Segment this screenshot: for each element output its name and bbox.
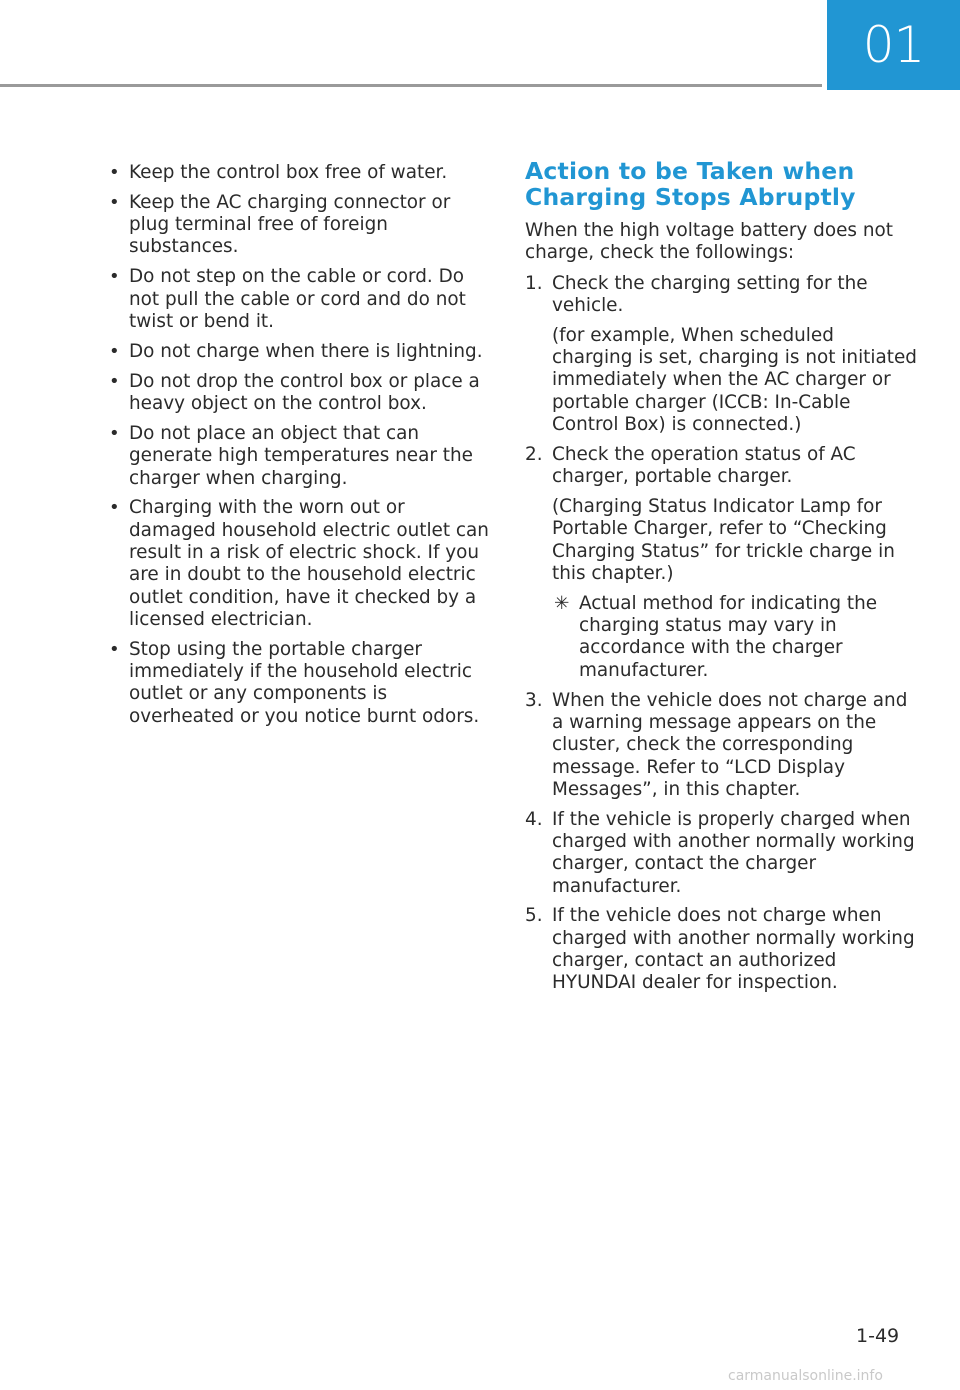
left-column: [103, 162, 493, 736]
header-rule: [0, 84, 822, 87]
step-item: [525, 809, 920, 898]
list-item: • Keep the AC charging connector or plug terminal free of foreign substances.: [109, 191, 451, 258]
list-item: • Do not place an object that can generate high temperatures near the charger when charging.: [109, 422, 473, 489]
step-number: 5.: [525, 905, 543, 927]
watermark: carmanualsonline.info: [728, 1368, 883, 1384]
step-text: Check the charging setting for the vehicle.: [552, 272, 868, 316]
step-text: If the vehicle is properly charged when charged with another normally working charger, contact the charger manufacturer.: [552, 808, 915, 897]
step-detail: (Charging Status Indicator Lamp for Portable Charger, refer to “Checking Charging Status” for trickle charge in this chapter.): [552, 496, 895, 584]
bullet-icon: •: [109, 340, 120, 362]
step-number: 4.: [525, 808, 543, 830]
step-item: [525, 273, 920, 437]
bullet-icon: •: [109, 266, 120, 288]
step-text: If the vehicle does not charge when charged with another normally working charger, contact an authorized HYUNDAI dealer for inspection.: [552, 905, 915, 994]
step-item: [525, 690, 920, 801]
step-item: [525, 905, 920, 994]
section-intro: When the high voltage battery does not charge, check the followings:: [525, 220, 893, 264]
list-item: • Stop using the portable charger immediately if the household electric outlet or any components is overheated or you notice burnt odors.: [109, 638, 480, 727]
list-item: • Keep the control box free of water.: [109, 162, 448, 183]
right-column: [525, 157, 920, 1002]
step-number: 2.: [525, 443, 543, 465]
steps-list: [525, 273, 920, 995]
page-number: 1-49: [856, 1325, 900, 1347]
bullet-icon: •: [109, 370, 120, 392]
step-item: [525, 444, 920, 682]
bullet-icon: •: [109, 162, 120, 183]
list-item: • Do not drop the control box or place a heavy object on the control box.: [109, 370, 480, 415]
chapter-number: 01: [862, 16, 925, 74]
bullet-icon: •: [109, 422, 120, 444]
bullet-icon: •: [109, 497, 120, 519]
section-heading: Action to be Taken when Charging Stops Abruptly: [525, 157, 856, 211]
note-text: Actual method for indicating the charging status may vary in accordance with the charger manufacturer.: [579, 592, 878, 681]
precautions-list: [103, 162, 493, 728]
step-number: 3.: [525, 689, 543, 711]
step-note: [552, 593, 920, 682]
list-item: • Do not charge when there is lightning.: [109, 340, 483, 362]
step-detail: (for example, When scheduled charging is set, charging is not initiated immediately when the AC charger or portable charger (ICCB: In-Cable Control Box) is connected.): [552, 324, 917, 435]
bullet-icon: •: [109, 638, 120, 660]
asterisk-icon: ✳: [554, 592, 570, 614]
step-text: When the vehicle does not charge and a warning message appears on the cluster, check the corresponding message. Refer to “LCD Display Messages”, in this chapter.: [552, 689, 908, 800]
list-item: • Do not step on the cable or cord. Do not pull the cable or cord and do not twist or bend it.: [109, 266, 466, 332]
bullet-icon: •: [109, 191, 120, 213]
step-text: Check the operation status of AC charger, portable charger.: [552, 443, 856, 488]
chapter-tab: [827, 0, 960, 90]
step-number: 1.: [525, 272, 543, 294]
list-item: • Charging with the worn out or damaged household electric outlet can result in a risk of electric shock. If you are in doubt to the household electric outlet condition, have it checked by a licensed electrician.: [109, 497, 489, 630]
